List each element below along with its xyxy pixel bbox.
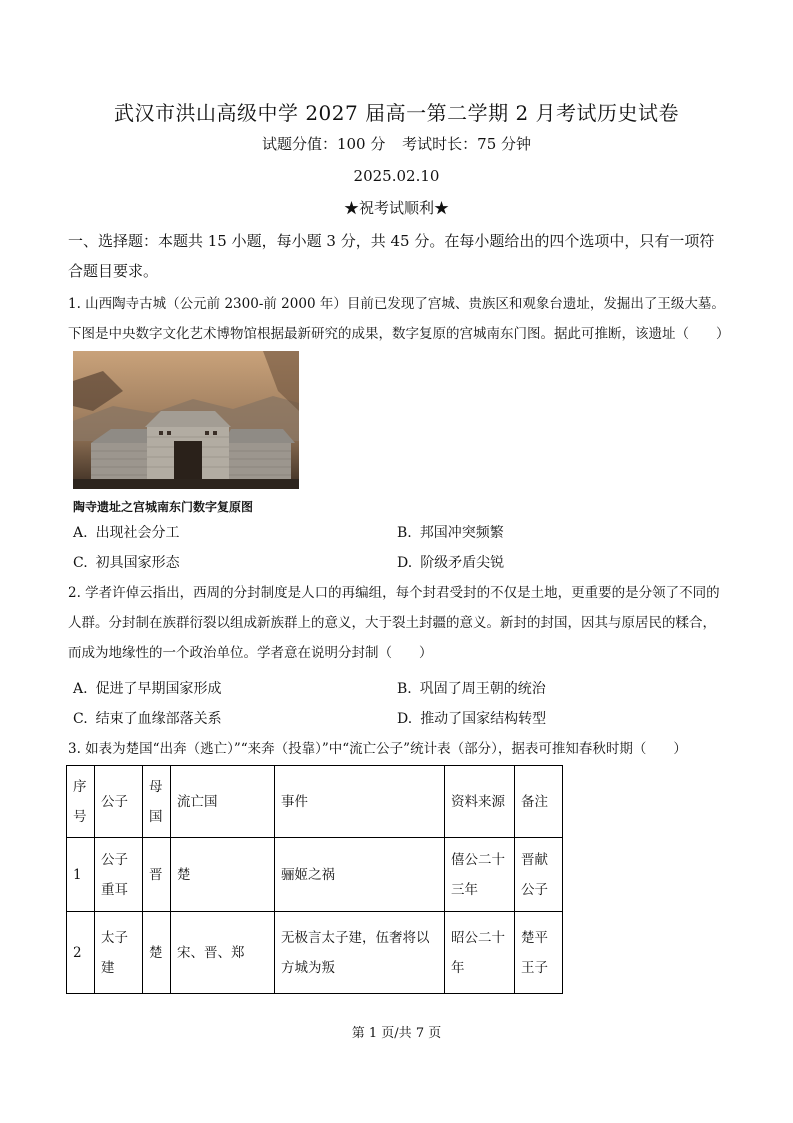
table-cell: 1 (67, 838, 95, 912)
section-heading: 一、选择题：本题共 15 小题，每小题 3 分，共 45 分。在每小题给出的四个选项中，只有一项符合题目要求。 (68, 232, 715, 280)
question-1-stem: 1. 山西陶寺古城（公元前 2300-前 2000 年）目前已发现了宫城、贵族区和观象台遗址，发掘出了王级大墓。下图是中央数字文化艺术博物馆根据最新研究的成果，数字复原的宫城南东门图。据此可推断，该遗址（ ） (68, 296, 730, 342)
option-key: D. (397, 555, 413, 571)
option-key: D. (397, 711, 413, 727)
exile-table (66, 765, 563, 994)
table-cell: 太子建 (95, 912, 143, 994)
table-header-cell: 备注 (515, 766, 563, 838)
q1-option-a[interactable] (73, 522, 180, 542)
table-cell: 楚 (171, 838, 275, 912)
option-key: C. (73, 711, 88, 727)
option-key: C. (73, 555, 88, 571)
table-header-cell: 公子 (95, 766, 143, 838)
table-cell: 晋献公子 (515, 838, 563, 912)
table-header-cell: 事件 (275, 766, 445, 838)
exam-wish: ★祝考试顺利★ (343, 199, 449, 217)
option-key: B. (397, 525, 412, 541)
time-label: 考试时长：75 分钟 (402, 135, 532, 153)
option-text: 推动了国家结构转型 (420, 711, 547, 727)
table-header-cell: 母国 (143, 766, 171, 838)
gate-reconstruction-image (73, 351, 299, 489)
option-text: 邦国冲突频繁 (419, 525, 504, 541)
table-header-cell: 资料来源 (445, 766, 515, 838)
table-cell: 骊姬之祸 (275, 838, 445, 912)
table-cell: 2 (67, 912, 95, 994)
image-caption: 陶寺遗址之宫城南东门数字复原图 (73, 500, 254, 514)
table-header-row (67, 766, 563, 838)
option-text: 阶级矛盾尖锐 (420, 555, 505, 571)
table-cell: 宋、晋、郑 (171, 912, 275, 994)
table-row (67, 912, 563, 994)
q1-option-d[interactable] (397, 552, 504, 572)
table-header-cell: 流亡国 (171, 766, 275, 838)
exam-date: 2025.02.10 (353, 167, 440, 185)
q2-option-c[interactable] (73, 708, 222, 728)
exam-info (0, 133, 793, 154)
table-cell: 无极言太子建，伍奢将以方城为叛 (275, 912, 445, 994)
table-cell: 楚 (143, 912, 171, 994)
table-header-cell: 序号 (67, 766, 95, 838)
q1-option-b[interactable] (397, 522, 504, 542)
table-cell: 楚平王子 (515, 912, 563, 994)
exam-title: 武汉市洪山高级中学 2027 届高一第二学期 2 月考试历史试卷 (113, 101, 680, 125)
table-row (67, 838, 563, 912)
q2-option-b[interactable] (397, 678, 546, 698)
question-2-stem: 2. 学者许倬云指出，西周的分封制度是人口的再编组，每个封君受封的不仅是土地，更重要的是分领了不同的人群。分封制在族群衍裂以组成新族群上的意义，大于裂土封疆的意义。新封的封国，因其与原居民的糅合，而成为地缘性的一个政治单位。学者意在说明分封制（ ） (68, 585, 720, 661)
table-cell: 晋 (143, 838, 171, 912)
option-text: 结束了血缘部落关系 (95, 711, 222, 727)
option-key: B. (397, 681, 412, 697)
option-text: 巩固了周王朝的统治 (419, 681, 546, 697)
question-3-stem: 3. 如表为楚国“出奔（逃亡）”“来奔（投靠）”中“流亡公子”统计表（部分），据表可推知春秋时期（ ） (68, 741, 687, 757)
option-text: 促进了早期国家形成 (95, 681, 222, 697)
q2-option-d[interactable] (397, 708, 546, 728)
option-text: 初具国家形态 (95, 555, 180, 571)
score-label: 试题分值：100 分 (261, 135, 386, 153)
option-text: 出现社会分工 (95, 525, 180, 541)
option-key: A. (73, 681, 88, 697)
table-cell: 公子重耳 (95, 838, 143, 912)
table-cell: 昭公二十年 (445, 912, 515, 994)
table-cell: 僖公二十三年 (445, 838, 515, 912)
page-number: 第 1 页/共 7 页 (351, 1026, 442, 1041)
option-key: A. (73, 525, 88, 541)
q1-option-c[interactable] (73, 552, 180, 572)
q2-option-a[interactable] (73, 678, 222, 698)
